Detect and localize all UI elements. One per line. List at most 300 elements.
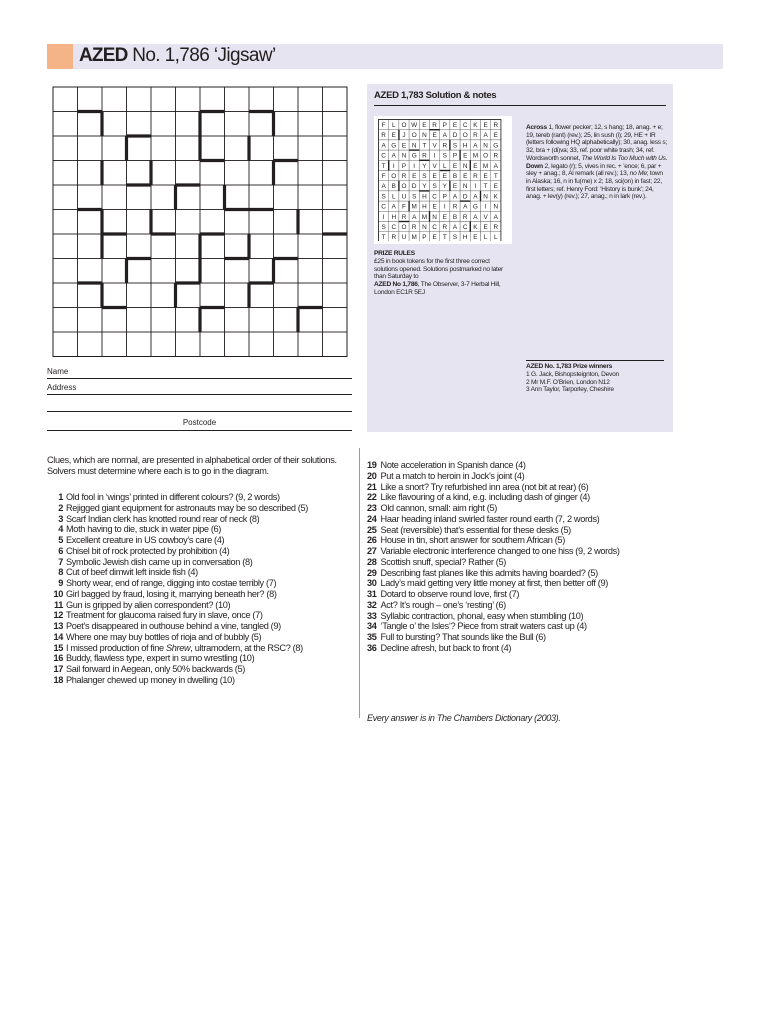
solution-letter: C xyxy=(462,122,468,130)
clue-item xyxy=(367,589,697,600)
clue-text: Like flavouring of a kind, e.g. including dash of ginger (4) xyxy=(380,492,590,503)
solution-letter: R xyxy=(401,213,407,221)
solution-letter: J xyxy=(402,132,406,140)
clue-number: 6 xyxy=(58,545,63,556)
winners-rule xyxy=(526,360,664,361)
solution-letter: A xyxy=(493,162,498,170)
solution-letter: M xyxy=(421,213,428,221)
solution-letter: I xyxy=(382,213,385,221)
solution-letter: C xyxy=(432,224,437,232)
solution-letter: E xyxy=(483,173,488,181)
clue-item xyxy=(367,525,697,536)
prize-rules xyxy=(374,250,504,297)
clue-item xyxy=(47,600,367,611)
clue-number: 4 xyxy=(58,524,63,535)
winner-1: 1 G. Jack, Bishopsteignton, Devon xyxy=(526,370,619,378)
solution-letter: G xyxy=(493,142,499,150)
clue-text: Dotard to observe round love, first (7) xyxy=(380,589,520,599)
clue-text: Sail forward in Aegean, only 50% backwards (5) xyxy=(66,664,245,674)
solution-letter: O xyxy=(411,132,417,140)
clue-item xyxy=(47,664,367,675)
clue-item xyxy=(47,535,367,546)
clue-item xyxy=(47,524,367,535)
clue-number: 1 xyxy=(58,492,63,502)
solution-letter: O xyxy=(462,132,468,140)
solution-letter: I xyxy=(474,183,477,191)
clue-number: 5 xyxy=(58,535,63,545)
solution-letter: A xyxy=(473,193,478,201)
solution-letter: R xyxy=(432,122,437,130)
solution-letter: S xyxy=(432,183,437,191)
clue-text: Put a match to heroin in Jock’s joint (4) xyxy=(380,470,525,481)
solution-letter: T xyxy=(381,234,386,241)
clue-text: Describing fast planes like this admits having boarded? (5) xyxy=(380,567,598,578)
solution-letter: Y xyxy=(422,183,427,191)
clue-number: 16 xyxy=(53,653,63,664)
clue-number: 29 xyxy=(367,567,377,578)
clue-number: 25 xyxy=(367,524,377,535)
clue-item xyxy=(47,621,367,632)
clue-number: 33 xyxy=(367,610,377,621)
clue-text: Chisel bit of rock protected by prohibition (4) xyxy=(66,545,230,556)
solution-letter: O xyxy=(401,224,407,232)
dictionary-note-post: . xyxy=(558,713,561,723)
solution-letter: R xyxy=(411,224,417,232)
solution-letter: N xyxy=(493,203,499,211)
solution-letter: E xyxy=(483,224,488,232)
solution-letter: N xyxy=(422,132,427,140)
solution-letter: N xyxy=(483,142,488,150)
solution-letter: N xyxy=(432,213,437,221)
header-accent-block xyxy=(47,44,73,69)
solution-letter: E xyxy=(463,152,468,160)
solution-letter: O xyxy=(483,152,489,160)
clue-item xyxy=(47,567,367,578)
clue-number: 15 xyxy=(53,642,63,653)
clue-text: Where one may buy bottles of rioja and of bubbly (5) xyxy=(66,631,262,642)
clue-number: 12 xyxy=(53,610,63,621)
solution-letter: A xyxy=(381,142,386,150)
solution-letter: E xyxy=(452,183,458,191)
notes-across xyxy=(526,124,668,163)
puzzle-brand: AZED xyxy=(79,45,128,66)
clue-number: 19 xyxy=(367,460,377,470)
clue-number: 11 xyxy=(53,599,63,610)
solution-letter: P xyxy=(442,193,447,201)
solution-letter: A xyxy=(391,203,396,211)
notes-across-text: 1, flower pecker; 12, s hang; 18, anag. + e; 19, tereb (rant) (rev.); 25, lin sush (i); 29, HE + IR (letters following HQ alphabetically); 30, anag. less s; 32, bra + (di)va; 33, ref. poor white trash; 34, ref. Wordsworth sonnet, xyxy=(526,124,668,162)
solution-letter: D xyxy=(452,132,458,140)
solution-letter: H xyxy=(462,142,468,150)
clue-item xyxy=(367,611,697,622)
clue-item xyxy=(47,503,367,514)
solution-letter: E xyxy=(432,173,437,181)
clue-item xyxy=(367,460,697,471)
clue-number: 26 xyxy=(367,535,377,546)
solution-letter: M xyxy=(472,152,479,160)
clue-item xyxy=(367,535,697,546)
clue-item xyxy=(367,643,697,654)
solution-letter: L xyxy=(392,193,396,201)
postcode-field[interactable] xyxy=(47,430,352,431)
solution-letter: F xyxy=(402,203,406,211)
solution-letter: R xyxy=(391,234,397,241)
solution-letter: D xyxy=(411,183,417,191)
notes-down-end: ; town in Alaska; 16, n in fu(me) x 2; 18, sci(on) in fast; 22, first letters; ref. Henry Ford: ‘History is bunk’; 24, anag. + lev(y) (rev.); 27, anag.; n in lark (rev.). xyxy=(526,170,663,201)
dictionary-note-pre: Every answer is in xyxy=(367,713,437,723)
clue-text: Full to bursting? That sounds like the Bull (6) xyxy=(380,632,546,642)
solution-letter: M xyxy=(411,234,417,241)
clue-number: 18 xyxy=(53,674,63,685)
solution-letter: R xyxy=(381,132,386,140)
clue-number: 3 xyxy=(58,513,63,524)
clue-text: Old fool in ‘wings’ printed in different colours? (9, 2 words) xyxy=(66,492,280,502)
solution-letter: K xyxy=(493,193,498,201)
clue-number: 31 xyxy=(367,589,377,599)
clue-text: Symbolic Jewish dish came up in conversation (8) xyxy=(66,556,253,567)
solution-letter: O xyxy=(391,173,397,181)
solution-title-rule xyxy=(374,105,666,106)
prize-winners xyxy=(526,363,668,394)
solution-letter: V xyxy=(483,213,488,221)
clue-item xyxy=(47,610,367,621)
clue-text: Shorty wear, end of range, digging into costae terribly (7) xyxy=(66,578,277,588)
clue-item xyxy=(47,578,367,589)
puzzle-header xyxy=(47,44,723,69)
solution-letter: P xyxy=(401,162,407,170)
solution-letter: L xyxy=(494,234,498,241)
solution-letter: E xyxy=(493,132,498,140)
solution-letter: E xyxy=(401,142,407,150)
clue-item xyxy=(47,643,367,654)
solution-letter: V xyxy=(432,162,437,170)
clue-item xyxy=(47,546,367,557)
solution-letter: E xyxy=(432,234,437,241)
clue-number: 7 xyxy=(58,556,63,567)
prize-rules-heading: PRIZE RULES xyxy=(374,250,415,257)
address-field-line-2[interactable] xyxy=(47,401,352,412)
solution-letter: N xyxy=(401,152,407,160)
solution-letter: E xyxy=(463,173,468,181)
puzzle-number-title: No. 1,786 ‘Jigsaw’ xyxy=(127,45,276,66)
solution-letter: N xyxy=(462,162,468,170)
solution-letter: C xyxy=(381,203,386,211)
solution-letter: A xyxy=(391,152,396,160)
solution-letter: R xyxy=(493,224,499,232)
clue-number: 32 xyxy=(367,599,377,610)
notes-down xyxy=(526,163,668,202)
solution-letter: K xyxy=(473,122,478,130)
solution-letter: O xyxy=(401,183,407,191)
solution-letter: H xyxy=(391,213,397,221)
solution-letter: R xyxy=(493,122,499,130)
solution-letter: T xyxy=(483,183,488,191)
solution-letter: E xyxy=(432,132,437,140)
solution-letter: R xyxy=(462,213,468,221)
name-label: Name xyxy=(47,367,69,376)
solution-letter: Y xyxy=(422,162,427,170)
solution-letter: G xyxy=(391,142,397,150)
clue-text: Act? It’s rough – one’s ‘resting’ (6) xyxy=(380,599,506,610)
solution-letter: D xyxy=(462,193,468,201)
solution-letter: O xyxy=(401,122,407,130)
clue-text: Haar heading inland swirled faster round earth (7, 2 words) xyxy=(380,513,600,524)
clue-item xyxy=(367,492,697,503)
solution-letter: S xyxy=(452,234,458,241)
solution-letter: I xyxy=(433,152,436,160)
clue-text: Syllabic contraction, phonal, easy when stumbling (10) xyxy=(380,610,584,621)
clue-item xyxy=(47,653,367,664)
clue-number: 24 xyxy=(367,513,377,524)
clue-text: Lady’s maid getting very little money at first, then better off (9) xyxy=(380,578,608,589)
clue-item xyxy=(367,546,697,557)
clue-number: 2 xyxy=(58,502,63,513)
clue-text: Variable electronic interference changed to one hiss (9, 2 words) xyxy=(380,546,620,556)
clue-text: Poet’s disappeared in outhouse behind a vine, tangled (9) xyxy=(66,621,281,631)
clue-text: Note acceleration in Spanish dance (4) xyxy=(380,460,526,470)
clue-item xyxy=(367,632,697,643)
notes-across-end: . xyxy=(665,154,668,162)
clue-text: Treatment for glaucoma raised fury in slave, once (7) xyxy=(66,610,263,621)
clue-number: 34 xyxy=(367,621,377,632)
solution-letter: S xyxy=(422,173,427,181)
clue-number: 23 xyxy=(367,503,377,513)
solution-letter: K xyxy=(473,224,478,232)
solution-letter: G xyxy=(411,152,417,160)
solution-letter: N xyxy=(462,183,468,191)
solution-letter: L xyxy=(392,122,396,130)
clue-list-left xyxy=(47,492,367,686)
solution-letter: R xyxy=(422,152,427,160)
solution-letter: B xyxy=(452,173,458,181)
clue-item xyxy=(367,471,697,482)
clue-text: Like a snort? Try refurbished inn area (not bit at rear) (6) xyxy=(380,481,589,492)
clue-item xyxy=(47,492,367,503)
clue-text-italic: Shrew xyxy=(166,642,191,653)
clue-number: 35 xyxy=(367,632,377,642)
dictionary-note xyxy=(367,713,561,723)
clue-item xyxy=(367,557,697,568)
solution-letter: V xyxy=(432,142,437,150)
winner-3: 3 Ann Taylor, Tarporley, Cheshire xyxy=(526,386,614,394)
crossword-grid[interactable] xyxy=(52,86,348,360)
solution-letter: A xyxy=(493,213,498,221)
solution-letter: A xyxy=(452,224,458,232)
solution-letter: A xyxy=(442,132,447,140)
clue-text: ‘Tangle o’ the Isles’? Piece from strait waters cast up (4) xyxy=(380,621,587,632)
notes-down-label: Down xyxy=(526,162,543,170)
solution-letter: M xyxy=(482,162,489,170)
clue-number: 8 xyxy=(58,567,63,578)
solution-letter: U xyxy=(401,193,407,201)
clue-item xyxy=(367,578,697,589)
clue-item xyxy=(367,482,697,493)
solution-grid xyxy=(378,119,508,241)
solution-letter: I xyxy=(484,203,487,211)
clue-item xyxy=(367,568,697,579)
solution-letter: S xyxy=(412,193,417,201)
solution-panel xyxy=(367,84,673,432)
solution-letter: C xyxy=(391,224,397,232)
clue-item xyxy=(367,621,697,632)
solution-letter: N xyxy=(422,224,427,232)
clue-text: Gun is gripped by alien correspondent? (10) xyxy=(66,599,231,610)
clue-text: Seat (reversible) that’s essential for these desks (5) xyxy=(380,524,571,535)
notes-across-italic: The World Is Too Much with Us xyxy=(581,154,666,162)
solution-letter: L xyxy=(483,234,488,241)
solution-letter: N xyxy=(483,193,488,201)
solution-letter: I xyxy=(443,203,446,211)
clue-text: Scarf Indian clerk has knotted round rear of neck (8) xyxy=(66,513,260,524)
winner-2: 2 Mr M.F. O’Brien, London N12 xyxy=(526,378,610,386)
solution-letter: B xyxy=(452,213,458,221)
address-field[interactable] xyxy=(47,384,352,395)
solution-letter: R xyxy=(473,132,478,140)
solution-letter: H xyxy=(462,234,468,241)
solution-letter: E xyxy=(422,122,427,130)
clue-text: Scottish snuff, special? Rather (5) xyxy=(380,556,506,567)
prize-rules-text: £25 in book tokens for the first three correct solutions opened. Solutions postmarked no later than Saturday to xyxy=(374,257,504,281)
clue-text: Cut of beef dimwit left inside fish (4) xyxy=(66,567,198,578)
address-label: Address xyxy=(47,383,77,392)
solution-letter: A xyxy=(381,183,386,191)
clue-text: Rejigged giant equipment for astronauts may be so described (5) xyxy=(66,502,308,513)
winners-heading: AZED No. 1,783 Prize winners xyxy=(526,363,613,370)
clue-text: House in tin, short answer for southern African (5) xyxy=(380,535,565,546)
solution-letter: I xyxy=(413,162,416,170)
clue-number: 9 xyxy=(58,578,63,588)
clue-item xyxy=(47,514,367,525)
clue-text: Decline afresh, but back to front (4) xyxy=(380,642,512,653)
prize-address-bold: AZED No 1,786 xyxy=(374,281,418,289)
clue-number: 17 xyxy=(53,664,63,674)
solution-letter: R xyxy=(401,173,407,181)
solution-letter: E xyxy=(452,162,458,170)
solution-letter: A xyxy=(473,142,478,150)
solution-letter: P xyxy=(442,122,447,130)
solution-letter: B xyxy=(391,183,396,191)
solution-title: AZED 1,783 Solution & notes xyxy=(374,90,497,101)
clue-item xyxy=(47,589,367,600)
solution-letter: S xyxy=(452,142,458,150)
clue-number: 28 xyxy=(367,556,377,567)
solution-letter: U xyxy=(401,234,407,241)
clue-list-right xyxy=(367,460,697,654)
postcode-label: Postcode xyxy=(182,418,217,427)
solution-letter: E xyxy=(493,183,498,191)
clue-number: 22 xyxy=(367,492,377,503)
dictionary-title: The Chambers Dictionary (2003) xyxy=(436,713,559,723)
solution-letter: W xyxy=(411,122,418,130)
solution-letter: E xyxy=(473,162,478,170)
notes-down-text: 2, legato (r); 5, vives in rec. + ’ence; 6, par + sley + anag.; 8, Al remark (all rev.); 13, xyxy=(526,162,662,178)
solution-letter: I xyxy=(392,162,395,170)
solution-letter: C xyxy=(432,193,437,201)
solution-letter: H xyxy=(422,193,427,201)
clue-number: 21 xyxy=(367,481,377,492)
prize-rules-body xyxy=(374,258,504,297)
clue-text: I missed production of fine xyxy=(66,642,166,653)
clue-number: 13 xyxy=(53,621,63,631)
prize-address: , The Observer, 3-7 Herbal Hill, London EC1R 5EJ xyxy=(374,281,501,296)
clue-number: 30 xyxy=(367,578,377,589)
solution-letter: L xyxy=(443,162,447,170)
solution-letter: R xyxy=(442,142,448,150)
solution-letter: E xyxy=(412,173,417,181)
solution-letter: R xyxy=(452,203,458,211)
solution-letter: H xyxy=(422,203,427,211)
clue-item xyxy=(47,557,367,568)
solution-letter: F xyxy=(381,173,386,181)
clues-intro: Clues, which are normal, are presented in alphabetical order of their solutions. Solvers must determine where each is to go in the diagram. xyxy=(47,455,337,477)
clue-item xyxy=(47,632,367,643)
clue-text: Buddy, flawless type, expert in sumo wrestling (10) xyxy=(66,653,255,664)
clue-number: 20 xyxy=(367,470,377,481)
solution-letter: F xyxy=(381,122,386,130)
solution-letter: E xyxy=(432,203,437,211)
solution-letter: E xyxy=(442,213,447,221)
clue-item xyxy=(47,675,367,686)
solution-letter: E xyxy=(442,173,447,181)
solution-letter: A xyxy=(412,213,417,221)
clue-text: , ultramodern, at the RSC? (8) xyxy=(190,642,303,653)
solution-letter: A xyxy=(473,213,478,221)
solution-letter: A xyxy=(483,132,488,140)
solution-letter: A xyxy=(452,193,458,201)
clue-text: Old cannon, small: aim right (5) xyxy=(380,503,497,513)
solution-letter: A xyxy=(463,203,468,211)
solution-letter: R xyxy=(473,173,478,181)
clue-number: 36 xyxy=(367,642,377,653)
notes-down-italic: no Me xyxy=(629,170,647,178)
solution-letter: S xyxy=(442,152,447,160)
clue-number: 14 xyxy=(53,631,63,642)
solution-letter: R xyxy=(493,152,499,160)
clue-item xyxy=(367,600,697,611)
name-field[interactable] xyxy=(47,368,352,379)
clue-number: 10 xyxy=(53,588,63,599)
solution-letter: M xyxy=(411,203,417,211)
clue-text: Phalanger chewed up money in dwelling (10) xyxy=(66,674,235,685)
puzzle-title xyxy=(79,45,276,67)
solution-letter: T xyxy=(493,173,498,181)
solution-letter: E xyxy=(452,122,458,130)
solution-letter: N xyxy=(411,142,417,150)
notes-across-label: Across xyxy=(526,124,547,131)
solution-letter: C xyxy=(462,224,468,232)
solution-letter: T xyxy=(442,234,447,241)
clue-text: Moth having to die, stuck in water pipe (6) xyxy=(66,524,222,535)
solution-letter: P xyxy=(422,234,427,241)
solution-letter: R xyxy=(442,224,448,232)
solution-letter: T xyxy=(422,142,427,150)
clue-item xyxy=(367,503,697,514)
solution-letter: E xyxy=(483,122,488,130)
solution-letter: G xyxy=(472,203,478,211)
solution-notes xyxy=(526,124,668,201)
solution-letter: T xyxy=(381,162,386,170)
clue-item xyxy=(367,514,697,525)
solution-letter: Y xyxy=(442,183,447,191)
clue-text: Excellent creature in US cowboy’s care (4) xyxy=(66,535,225,545)
clue-text: Girl bagged by fraud, losing it, marrying beneath her? (8) xyxy=(66,588,277,599)
solution-grid-box xyxy=(374,116,512,244)
solution-letter: E xyxy=(473,234,478,241)
clue-number: 27 xyxy=(367,546,377,556)
solution-letter: C xyxy=(381,152,386,160)
solution-letter: S xyxy=(381,193,386,201)
solution-letter: S xyxy=(381,224,386,232)
